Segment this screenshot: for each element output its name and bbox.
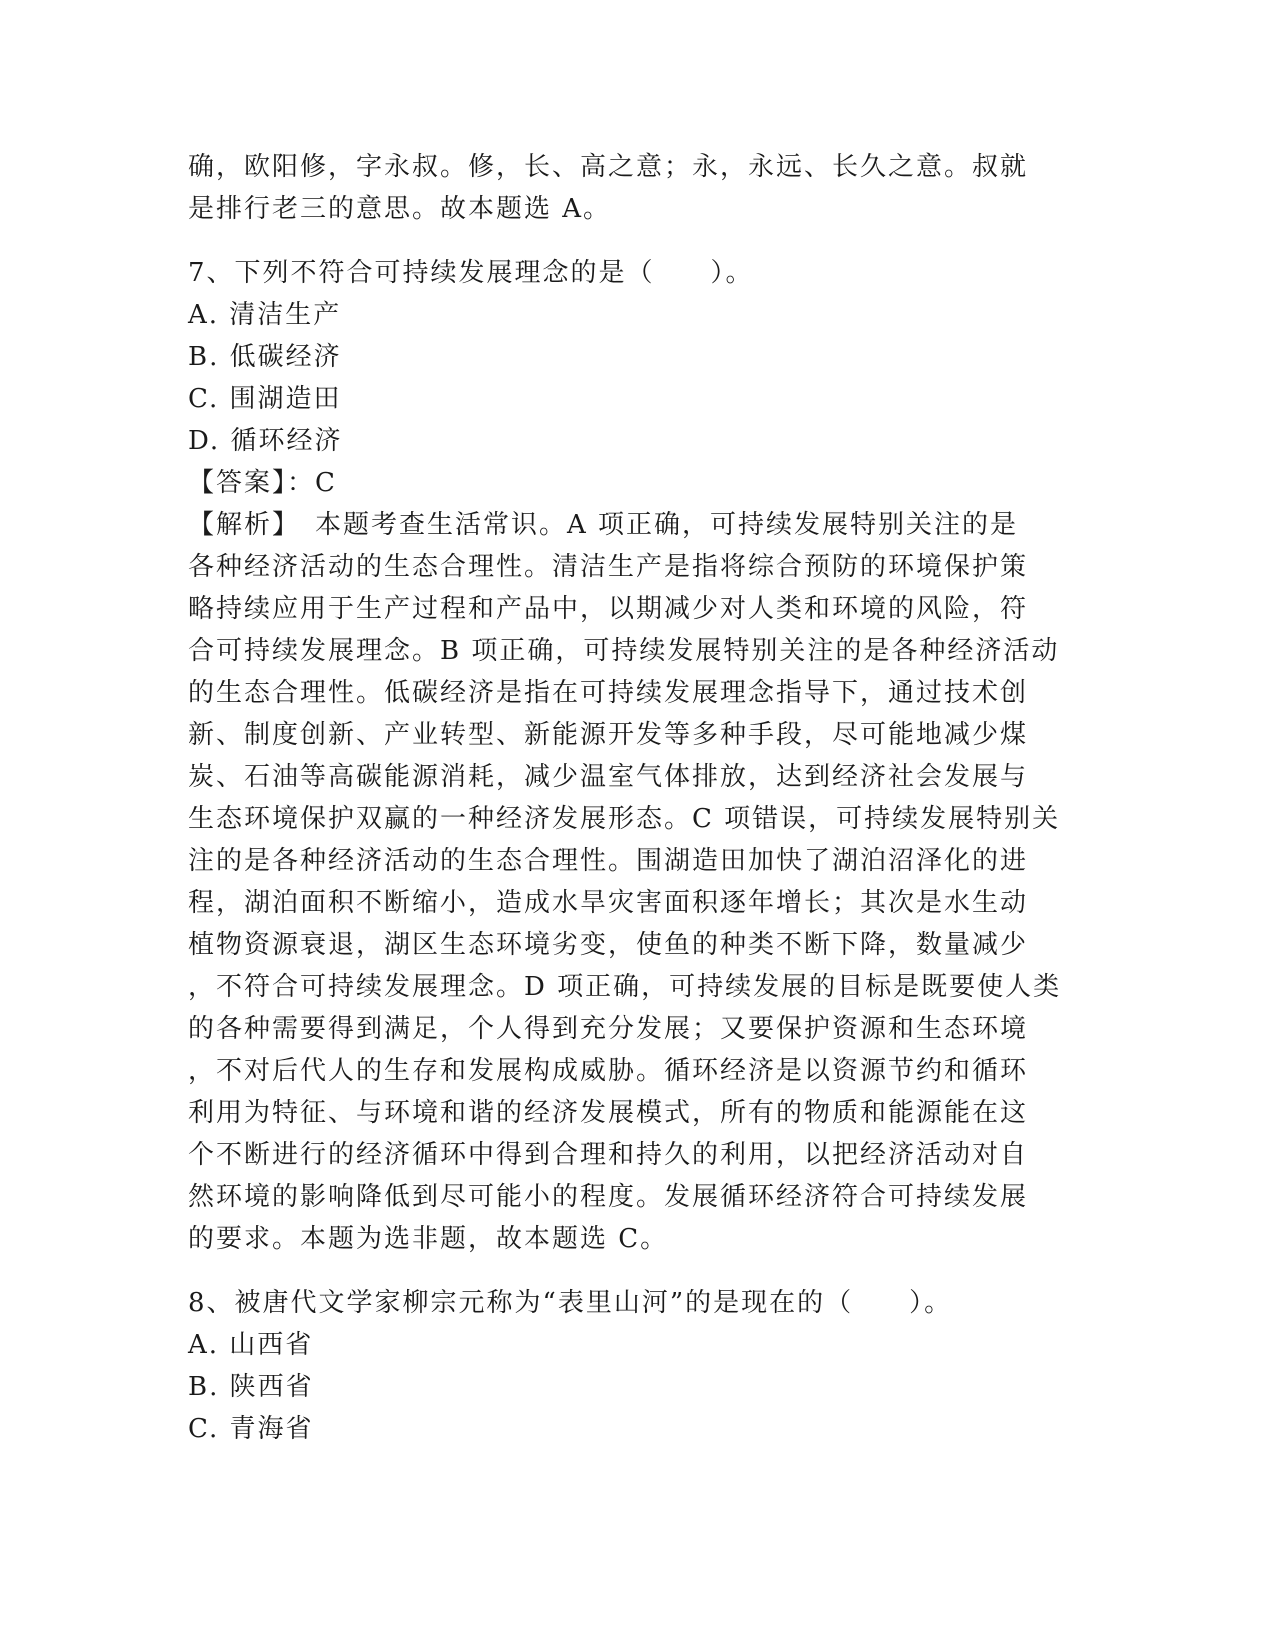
question-text: 8、被唐代文学家柳宗元称为“表里山河”的是现在的（ ）。 [188,1288,953,1318]
explanation-line: 的各种需要得到满足，个人得到充分发展；又要保护资源和生态环境 [188,1014,1029,1044]
question-7 [188,252,1088,1260]
answer: 【答案】：C [188,468,337,498]
explanation-line: 确，欧阳修，字永叔。修，长、高之意；永，永远、长久之意。叔就 [188,152,1029,182]
explanation-line: 利用为特征、与环境和谐的经济发展模式，所有的物质和能源能在这 [188,1098,1029,1128]
explanation-line: 程，湖泊面积不断缩小，造成水旱灾害面积逐年增长；其次是水生动 [188,888,1029,918]
explanation-line: 是排行老三的意思。故本题选 A。 [188,194,612,224]
explanation [188,504,1088,1260]
explanation-line: 的要求。本题为选非题，故本题选 C。 [188,1224,669,1254]
explanation-line: ，不对后代人的生存和发展构成威胁。循环经济是以资源节约和循环 [188,1056,1029,1086]
option-b: B. 低碳经济 [188,342,342,372]
option-d: D. 循环经济 [188,426,343,456]
previous-explanation [188,146,1088,230]
explanation-line: 生态环境保护双赢的一种经济发展形态。C 项错误，可持续发展特别关 [188,804,1061,834]
question-text: 7、下列不符合可持续发展理念的是（ ）。 [188,258,754,288]
question-8 [188,1282,1088,1450]
explanation-line: 个不断进行的经济循环中得到合理和持久的利用，以把经济活动对自 [188,1140,1029,1170]
option-a: A. 山西省 [188,1330,314,1360]
option-c: C. 青海省 [188,1414,314,1444]
explanation-line: 的生态合理性。低碳经济是指在可持续发展理念指导下，通过技术创 [188,678,1029,708]
explanation-line: ，不符合可持续发展理念。D 项正确，可持续发展的目标是既要使人类 [188,972,1062,1002]
document-content [188,146,1088,1450]
explanation-line: 合可持续发展理念。B 项正确，可持续发展特别关注的是各种经济活动 [188,636,1060,666]
explanation-line: 新、制度创新、产业转型、新能源开发等多种手段，尽可能地减少煤 [188,720,1029,750]
explanation-line: 植物资源衰退，湖区生态环境劣变，使鱼的种类不断下降，数量减少 [188,930,1029,960]
explanation-line: 【解析】 本题考查生活常识。A 项正确，可持续发展特别关注的是 [188,510,1019,540]
option-b: B. 陕西省 [188,1372,314,1402]
explanation-line: 然环境的影响降低到尽可能小的程度。发展循环经济符合可持续发展 [188,1182,1029,1212]
explanation-line: 略持续应用于生产过程和产品中，以期减少对人类和环境的风险，符 [188,594,1029,624]
explanation-line: 炭、石油等高碳能源消耗，减少温室气体排放，达到经济社会发展与 [188,762,1029,792]
option-a: A. 清洁生产 [188,300,342,330]
option-c: C. 围湖造田 [188,384,342,414]
explanation-line: 注的是各种经济活动的生态合理性。围湖造田加快了湖泊沼泽化的进 [188,846,1029,876]
explanation-line: 各种经济活动的生态合理性。清洁生产是指将综合预防的环境保护策 [188,552,1029,582]
